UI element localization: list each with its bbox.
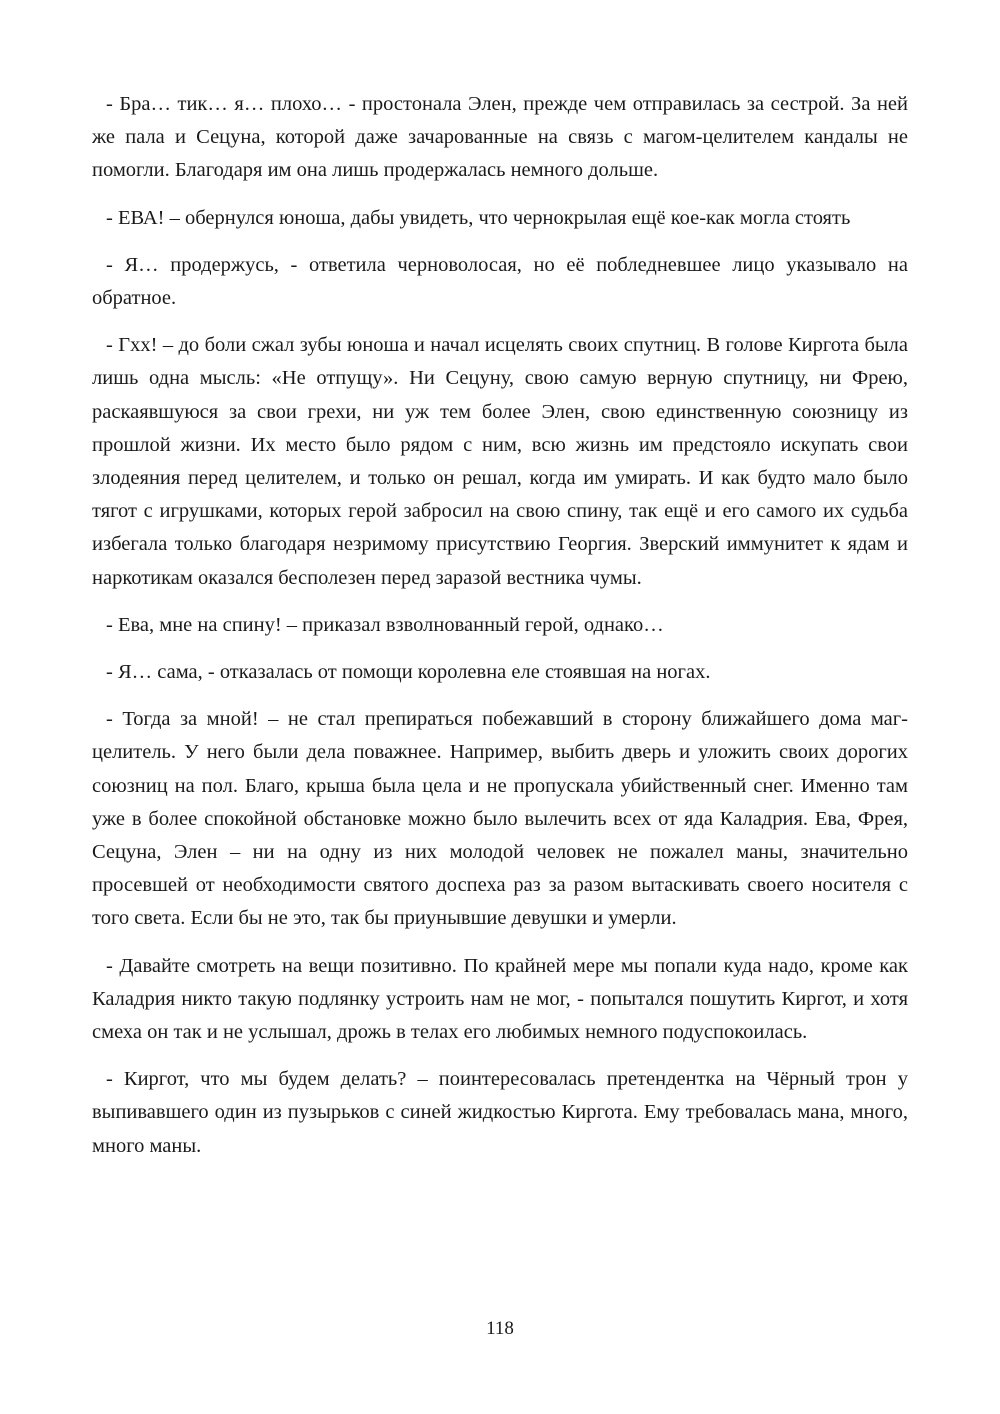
paragraph: - Я… продержусь, - ответила черноволосая, но её побледневшее лицо указывало на обратное. bbox=[92, 253, 908, 310]
paragraph: - Бра… тик… я… плохо… - простонала Элен, прежде чем отправилась за сестрой. За ней же пала и Сецуна, которой даже зачарованные на связь с магом-целителем кандалы не помогли. Благодаря им она лишь продержалась немного дольше. bbox=[92, 93, 908, 182]
paragraph: - Давайте смотреть на вещи позитивно. По крайней мере мы попали куда надо, кроме как Каладрия никто такую подлянку устроить нам не мог, - попытался пошутить Киргот, и хотя смеха он так и не услышал, дрожь в телах его любимых немного подуспокоилась. bbox=[92, 954, 908, 1044]
paragraph: - Я… сама, - отказалась от помощи королевна еле стоявшая на ногах. bbox=[106, 661, 711, 684]
paragraph: - Гхх! – до боли сжал зубы юноша и начал исцелять своих спутниц. В голове Киргота была лишь одна мысль: «Не отпущу». Ни Сецуну, свою самую верную спутницу, ни Фрею, раскаявшуюся за свои грехи, ни уж тем более Элен, свою единственную союзницу из прошлой жизни. Их место было рядом с ним, всю жизнь им предстояло искупать свои злодеяния перед целителем, и только он решал, когда им умирать. И как будто мало было тягот с игрушками, которых герой забросил на свою спину, так ещё и его самого их судьба избегала только благодаря незримому присутствию Георгия. Зверский иммунитет к ядам и наркотикам оказался бесполезен перед заразой вестника чумы. bbox=[92, 334, 908, 589]
paragraph: - ЕВА! – обернулся юноша, дабы увидеть, что чернокрылая ещё кое-как могла стоять bbox=[106, 206, 851, 229]
paragraph: - Киргот, что мы будем делать? – поинтересовалась претендентка на Чёрный трон у выпивавшего один из пузырьков с синей жидкостью Киргота. Ему требовалась мана, много, много маны. bbox=[92, 1068, 908, 1157]
body-text-block bbox=[92, 88, 908, 1163]
page-number: 118 bbox=[486, 1318, 514, 1339]
paragraph: - Ева, мне на спину! – приказал взволнованный герой, однако… bbox=[106, 613, 664, 636]
paragraph: - Тогда за мной! – не стал препираться побежавший в сторону ближайшего дома маг-целитель. У него были дела поважнее. Например, выбить дверь и уложить своих дорогих союзниц на пол. Благо, крыша была цела и не пропускала убийственный снег. Именно там уже в более спокойной обстановке можно было вылечить всех от яда Каладрия. Ева, Фрея, Сецуна, Элен – ни на одну из них молодой человек не пожалел маны, значительно просевшей от необходимости святого доспеха раз за разом вытаскивать своего носителя с того света. Если бы не это, так бы приунывшие девушки и умерли. bbox=[92, 708, 908, 930]
